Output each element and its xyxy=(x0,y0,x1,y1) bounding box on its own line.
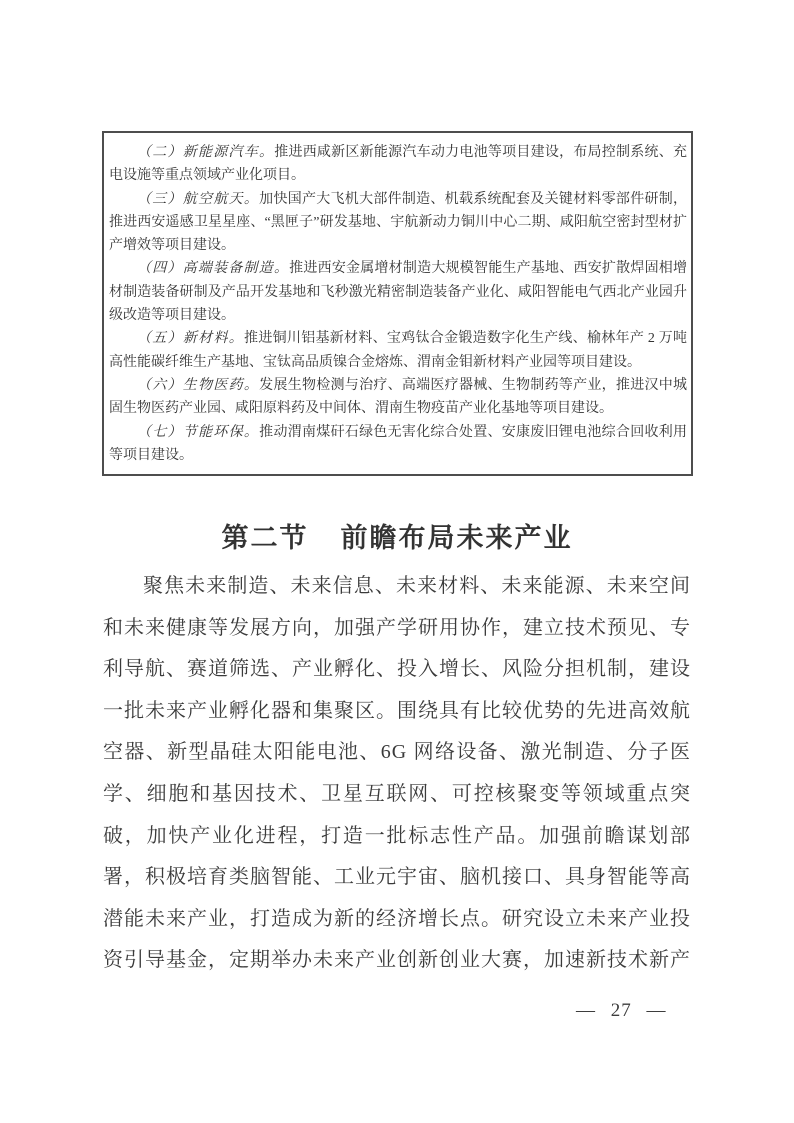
section-title: 前瞻布局未来产业 xyxy=(340,523,573,553)
item-text: 推进西安金属增材制造大规模智能生产基地、西安扩散焊固相增材制造装备研制及产品开发基地和飞秒激光精密制造装备产业化、咸阳智能电气西北产业园升级改造等项目建设。 xyxy=(109,261,688,324)
item-label: （四）高端装备制造。 xyxy=(137,261,290,277)
box-item xyxy=(109,141,687,188)
key-projects-box xyxy=(102,131,693,476)
section-number: 第二节 xyxy=(221,523,309,553)
item-text: 发展生物检测与治疗、高端医疗器械、生物制药等产业，推进汉中城固生物医药产业园、咸阳原料药及中间体、渭南生物疫苗产业化基地等项目建设。 xyxy=(109,377,688,417)
item-text: 推进西咸新区新能源汽车动力电池等项目建设，布局控制系统、充电设施等重点领域产业化项目。 xyxy=(109,145,688,184)
section-body: 聚焦未来制造、未来信息、未来材料、未来能源、未来空间和未来健康等发展方向，加强产学研用协作，建立技术预见、专利导航、赛道筛选、产业孵化、投入增长、风险分担机制，建设一批未来产业孵化器和集聚区。围绕具有比较优势的先进高效航空器、新型晶硅太阳能电池、6G 网络设备、激光制造、分子医学、细胞和基因技术、卫星互联网、可控核聚变等领域重点突破，加快产业化进程，打造一批标志性产品。加强前瞻谋划部署，积极培育类脑智能、工业元宇宙、脑机接口、具身智能等高潜能未来产业，打造成为新的经济增长点。研究设立未来产业投资引导基金，定期举办未来产业创新创业大赛，加速新技术新产 xyxy=(103,575,691,972)
item-text: 加快国产大飞机大部件制造、机载系统配套及关键材料零部件研制，推进西安遥感卫星星座、“黑匣子”研发基地、宇航新动力铜川中心二期、咸阳航空密封型材扩产增效等项目建设。 xyxy=(109,191,688,254)
item-label: （七）节能环保。 xyxy=(137,424,260,440)
page-number: — 27 — xyxy=(576,1000,667,1021)
item-label: （五）新材料。 xyxy=(137,331,245,347)
item-text: 推进铜川铝基新材料、宝鸡钛合金锻造数字化生产线、榆林年产 2 万吨高性能碳纤维生产基地、宝钛高品质镍合金熔炼、渭南金钼新材料产业园等项目建设。 xyxy=(109,331,688,370)
box-item xyxy=(109,327,687,374)
item-label: （六）生物医药。 xyxy=(137,377,260,393)
box-item xyxy=(109,421,687,468)
item-label: （三）航空航天。 xyxy=(137,191,260,207)
section-heading xyxy=(0,516,794,555)
item-text: 推动渭南煤矸石绿色无害化综合处置、安康废旧锂电池综合回收利用等项目建设。 xyxy=(109,424,688,463)
box-item xyxy=(109,257,687,327)
box-item xyxy=(109,374,687,421)
item-label: （二）新能源汽车。 xyxy=(137,145,275,160)
box-item xyxy=(109,188,687,258)
